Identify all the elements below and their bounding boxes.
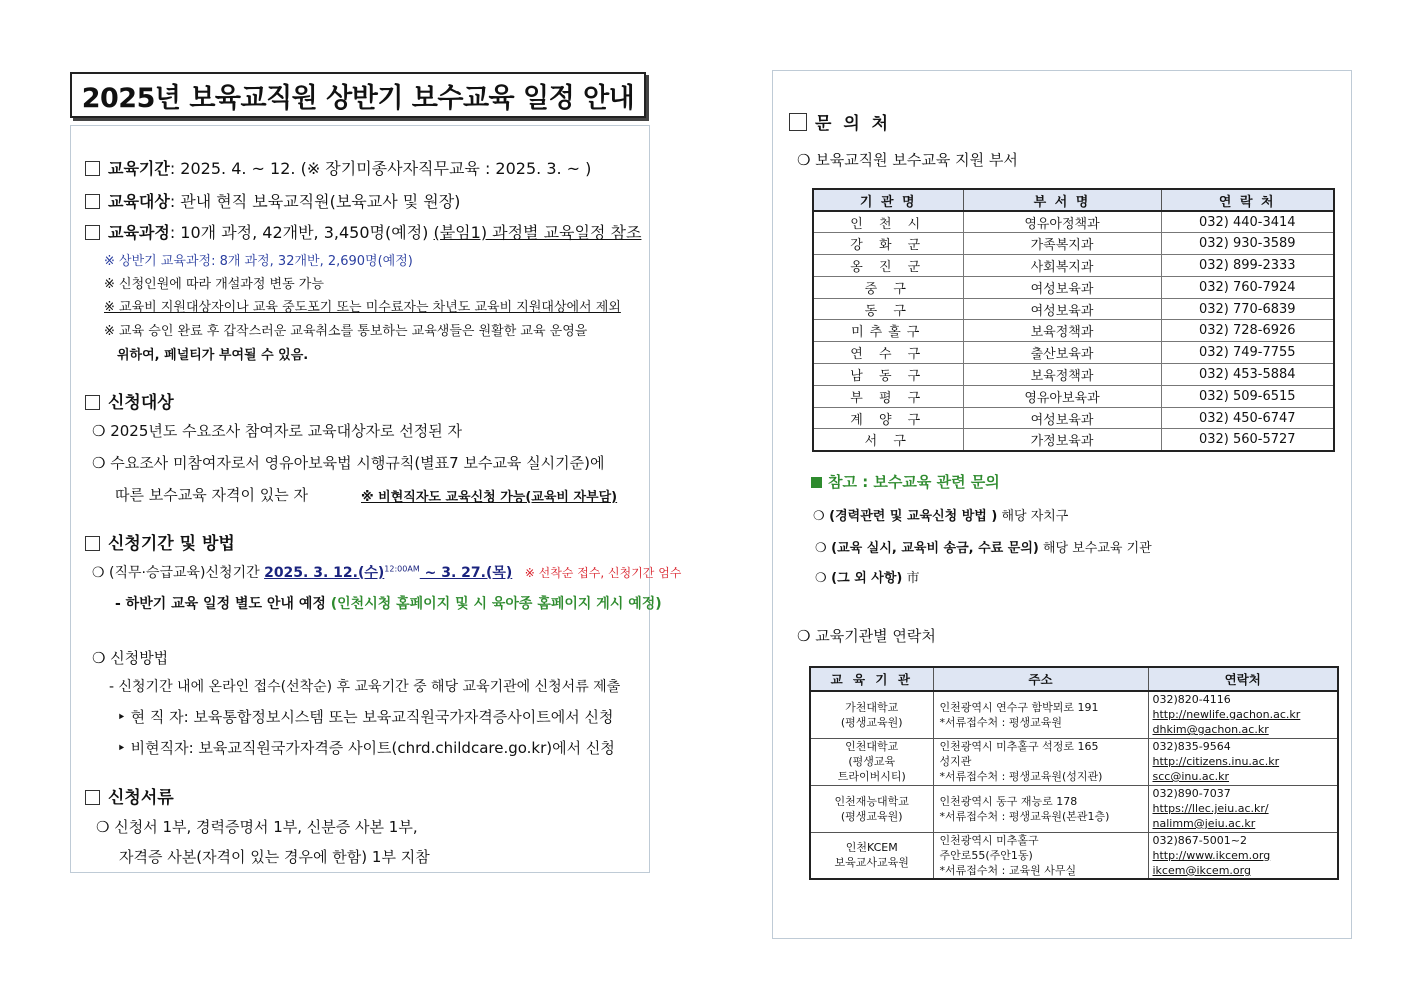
dept-contact-cell: 032) 560-5727: [1161, 429, 1334, 451]
ref-item-2-text: 해당 보수교육 기관: [1038, 541, 1152, 556]
contact-link[interactable]: dhkim@gachon.ac.kr: [1152, 723, 1269, 737]
dept-agency-cell: 동 구: [813, 298, 963, 320]
cell-line: *서류접수처 : 교육원 사무실: [939, 863, 1077, 877]
checkbox-square-icon: [85, 194, 100, 209]
documents-heading: [85, 783, 174, 808]
table-row: [810, 785, 1338, 832]
method-heading: ❍ 신청방법: [92, 649, 169, 667]
table-row: [810, 832, 1338, 879]
dept-department-cell: 보육정책과: [963, 364, 1161, 386]
inst-table: [809, 666, 1339, 880]
second-half-notice-green: (인천시청 홈페이지 및 시 육아종 홈페이지 게시 예정): [330, 596, 662, 612]
dept-department-cell: 가정보육과: [963, 429, 1161, 451]
method-item-3: ‣ 비현직자: 보육교직원국가자격증 사이트(chrd.childcare.go.kr)에서 신청: [117, 739, 615, 757]
cell-line: 성지관: [939, 755, 972, 768]
dept-contact-cell: 032) 728-6926: [1161, 320, 1334, 342]
cell-line: *서류접수처 : 평생교육원(본관1층): [939, 809, 1110, 823]
inst-address-cell: [933, 832, 1148, 879]
checkbox-square-icon: [85, 395, 100, 410]
note-line-2: ※ 신청인원에 따라 개설과정 변동 가능: [104, 277, 324, 292]
checkbox-square-icon: [85, 225, 100, 240]
dept-table-body: [813, 211, 1334, 451]
inst-contact-cell: [1148, 738, 1338, 785]
inst-contact-cell: [1148, 785, 1338, 832]
cell-line: 인천광역시 동구 재능로 178: [939, 794, 1078, 808]
dept-col-agency: 기 관 명: [813, 189, 963, 211]
dept-agency-cell: 남 동 구: [813, 364, 963, 386]
dept-agency-cell: 옹 진 군: [813, 255, 963, 277]
target-text: : 관내 현직 보육교직원(보육교사 및 원장): [169, 192, 461, 211]
checkbox-square-icon: [789, 113, 807, 131]
documents-heading-text: 신청서류: [108, 788, 174, 808]
cell-line: (평생교육원): [840, 715, 903, 729]
dept-title: ❍ 보육교직원 보수교육 지원 부서: [797, 151, 1018, 169]
dept-col-contact: 연 락 처: [1161, 189, 1334, 211]
dept-agency-cell: 중 구: [813, 276, 963, 298]
dept-contact-cell: 032) 770-6839: [1161, 298, 1334, 320]
ref-item-3-bold: ❍ (그 외 사항): [815, 571, 903, 586]
target-line: [85, 189, 460, 212]
dept-contact-cell: 032) 440-3414: [1161, 211, 1334, 233]
right-panel: [772, 70, 1352, 939]
dept-agency-cell: 부 평 구: [813, 385, 963, 407]
table-row: [813, 364, 1334, 386]
apply-period-time: 12:00AM: [384, 564, 420, 574]
documents-item-1: ❍ 신청서 1부, 경력증명서 1부, 신분증 사본 1부,: [96, 818, 418, 836]
inst-col-address: 주소: [933, 667, 1148, 691]
inst-name-cell: [810, 691, 933, 738]
cell-line: 인천광역시 미추홀구 석정로 165: [939, 740, 1099, 753]
cell-line: 인천광역시 연수구 함박뫼로 191: [939, 700, 1099, 714]
ref-item-1-text: 해당 자치구: [997, 509, 1069, 524]
inst-address-cell: [933, 785, 1148, 832]
inst-table-body: [810, 691, 1338, 879]
cell-line: 주안로55(주안1동): [939, 848, 1033, 862]
table-row: [813, 342, 1334, 364]
ref-heading-text: 참고 : 보수교육 관련 문의: [828, 473, 1000, 491]
dept-contact-cell: 032) 509-6515: [1161, 385, 1334, 407]
apply-period-prefix: ❍ (직무·승급교육)신청기간: [92, 565, 265, 581]
inst-name-cell: [810, 785, 933, 832]
contact-link[interactable]: ikcem@ikcem.org: [1152, 863, 1251, 877]
table-row: [810, 691, 1338, 738]
dept-contact-cell: 032) 749-7755: [1161, 342, 1334, 364]
dept-agency-cell: 서 구: [813, 429, 963, 451]
applicants-heading-text: 신청대상: [108, 393, 174, 413]
dept-department-cell: 출산보육과: [963, 342, 1161, 364]
table-row: [813, 407, 1334, 429]
cell-line: 032)890-7037: [1152, 787, 1231, 800]
dept-contact-cell: 032) 899-2333: [1161, 255, 1334, 277]
cell-line: 인천광역시 미추홀구: [939, 833, 1039, 847]
apply-period-line-2: [115, 593, 662, 613]
contact-link[interactable]: http://citizens.inu.ac.kr: [1152, 755, 1280, 768]
table-row: [813, 429, 1334, 451]
inst-address-cell: [933, 691, 1148, 738]
contact-link[interactable]: scc@inu.ac.kr: [1152, 770, 1230, 783]
dept-agency-cell: 인 천 시: [813, 211, 963, 233]
cell-line: 032)867-5001~2: [1152, 833, 1247, 847]
table-row: [813, 385, 1334, 407]
target-label: 교육대상: [108, 192, 170, 211]
dept-col-department: 부 서 명: [963, 189, 1161, 211]
cell-line: (평생교육원): [840, 809, 903, 823]
table-row: [813, 276, 1334, 298]
applicants-item-3: 따른 보수교육 자격이 있는 자: [115, 486, 308, 504]
inst-table-header: [810, 667, 1338, 691]
contact-link[interactable]: http://newlife.gachon.ac.kr: [1152, 708, 1301, 722]
contact-heading: [789, 109, 891, 134]
table-row: [810, 738, 1338, 785]
cell-line: *서류접수처 : 평생교육원: [939, 715, 1062, 729]
ref-item-1-bold: ❍ (경력관련 및 교육신청 방법 ): [813, 509, 998, 524]
dept-agency-cell: 연 수 구: [813, 342, 963, 364]
documents-item-2: 자격증 사본(자격이 있는 경우에 한함) 1부 지참: [119, 848, 430, 866]
dept-contact-cell: 032) 450-6747: [1161, 407, 1334, 429]
checkbox-square-icon: [85, 161, 100, 176]
dept-contact-cell: 032) 930-3589: [1161, 233, 1334, 255]
inst-title: ❍ 교육기관별 연락처: [797, 627, 936, 645]
dept-department-cell: 영유아보육과: [963, 385, 1161, 407]
contact-heading-text: 문 의 처: [815, 114, 892, 134]
method-item-1: - 신청기간 내에 온라인 접수(선착순) 후 교육기간 중 해당 교육기관에 신청서류 제출: [109, 679, 621, 695]
inst-name-cell: [810, 738, 933, 785]
applicants-item-2: ❍ 수요조사 미참여자로서 영유아보육법 시행규칙(별표7 보수교육 실시기준)에: [92, 454, 605, 472]
cell-line: 가천대학교: [845, 700, 899, 714]
course-text: : 10개 과정, 42개반, 3,450명(예정): [169, 223, 434, 242]
dept-table: [812, 188, 1335, 452]
period-label: 교육기간: [108, 159, 170, 178]
cell-line: 인천대학교: [845, 740, 899, 753]
cell-line: 인천KCEM: [845, 841, 898, 855]
cell-line: (평생교육: [848, 755, 896, 768]
dept-department-cell: 보육정책과: [963, 320, 1161, 342]
ref-heading: [811, 471, 1000, 492]
inst-col-contact: 연락처: [1148, 667, 1338, 691]
table-row: [813, 298, 1334, 320]
dept-department-cell: 여성보육과: [963, 276, 1161, 298]
ref-item-3-text: 市: [902, 571, 920, 586]
cell-line: 보육교사교육원: [834, 856, 909, 870]
applicants-heading: [85, 388, 174, 413]
dept-agency-cell: 계 양 구: [813, 407, 963, 429]
dept-contact-cell: 032) 760-7924: [1161, 276, 1334, 298]
cell-line: 트라이버시티): [837, 770, 906, 783]
period-text: : 2025. 4. ~ 12. (※ 장기미종사자직무교육 : 2025. 3. ~ ): [169, 159, 592, 178]
cell-line: *서류접수처 : 평생교육원(성지관): [939, 770, 1103, 783]
checkbox-square-icon: [85, 790, 100, 805]
apply-period-heading: [85, 529, 235, 554]
second-half-notice: - 하반기 교육 일정 별도 안내 예정: [115, 596, 331, 612]
contact-link[interactable]: nalimm@jeiu.ac.kr: [1152, 817, 1256, 830]
dept-department-cell: 여성보육과: [963, 298, 1161, 320]
ref-item-3: [815, 567, 920, 586]
table-row: [813, 255, 1334, 277]
checkbox-square-icon: [85, 536, 100, 551]
dept-table-header: [813, 189, 1334, 211]
period-line: [85, 156, 591, 179]
note-line-4: ※ 교육 승인 완료 후 갑작스러운 교육취소를 통보하는 교육생들은 원활한 교육 운영을: [104, 324, 588, 339]
table-row: [813, 211, 1334, 233]
contact-link[interactable]: https://llec.jeiu.ac.kr/: [1152, 802, 1269, 815]
inst-col-name: 교 육 기 관: [810, 667, 933, 691]
dept-department-cell: 여성보육과: [963, 407, 1161, 429]
cell-line: 인천재능대학교: [834, 794, 909, 808]
table-row: [813, 320, 1334, 342]
applicants-side-note: ※ 비현직자도 교육신청 가능(교육비 자부담): [361, 490, 618, 505]
ref-item-1: [813, 505, 1068, 524]
page-title: 2025년 보육교직원 상반기 보수교육 일정 안내: [70, 72, 646, 118]
course-line: [85, 220, 641, 243]
inst-contact-cell: [1148, 832, 1338, 879]
inst-address-cell: [933, 738, 1148, 785]
inst-name-cell: [810, 832, 933, 879]
method-item-2: ‣ 현 직 자: 보육통합정보시스템 또는 보육교직원국가자격증사이트에서 신청: [117, 708, 614, 726]
cell-line: 032)820-4116: [1152, 693, 1231, 707]
square-bullet-icon: [811, 477, 822, 488]
ref-item-2-bold: ❍ (교육 실시, 교육비 송금, 수료 문의): [815, 541, 1039, 556]
dept-department-cell: 사회복지과: [963, 255, 1161, 277]
contact-link[interactable]: http://www.ikcem.org: [1152, 848, 1271, 862]
apply-period-start-date: 2025. 3. 12.(수): [264, 565, 385, 581]
apply-period-end-date: ~ 3. 27.(목): [419, 565, 513, 581]
dept-agency-cell: 강 화 군: [813, 233, 963, 255]
cell-line: 032)835-9564: [1152, 740, 1231, 753]
note-line-3: ※ 교육비 지원대상자이나 교육 중도포기 또는 미수료자는 차년도 교육비 지원대상에서 제외: [104, 300, 621, 315]
note-line-1: ※ 상반기 교육과정: 8개 과정, 32개반, 2,690명(예정): [104, 254, 413, 269]
dept-contact-cell: 032) 453-5884: [1161, 364, 1334, 386]
dept-department-cell: 영유아정책과: [963, 211, 1161, 233]
left-panel: [70, 125, 682, 873]
dept-agency-cell: 미추홀구: [813, 320, 963, 342]
dept-department-cell: 가족복지과: [963, 233, 1161, 255]
course-label: 교육과정: [108, 223, 170, 242]
ref-item-2: [815, 537, 1152, 556]
apply-period-line-1: [92, 562, 681, 582]
table-row: [813, 233, 1334, 255]
apply-period-heading-text: 신청기간 및 방법: [108, 534, 235, 554]
note-line-5: 위하여, 페널티가 부여될 수 있음.: [117, 348, 309, 363]
applicants-item-1: ❍ 2025년도 수요조사 참여자로 교육대상자로 선정된 자: [92, 422, 463, 440]
apply-period-warning: ※ 선착순 접수, 신청기간 엄수: [524, 566, 682, 580]
inst-contact-cell: [1148, 691, 1338, 738]
course-ref: (붙임1) 과정별 교육일정 참조: [433, 223, 642, 242]
